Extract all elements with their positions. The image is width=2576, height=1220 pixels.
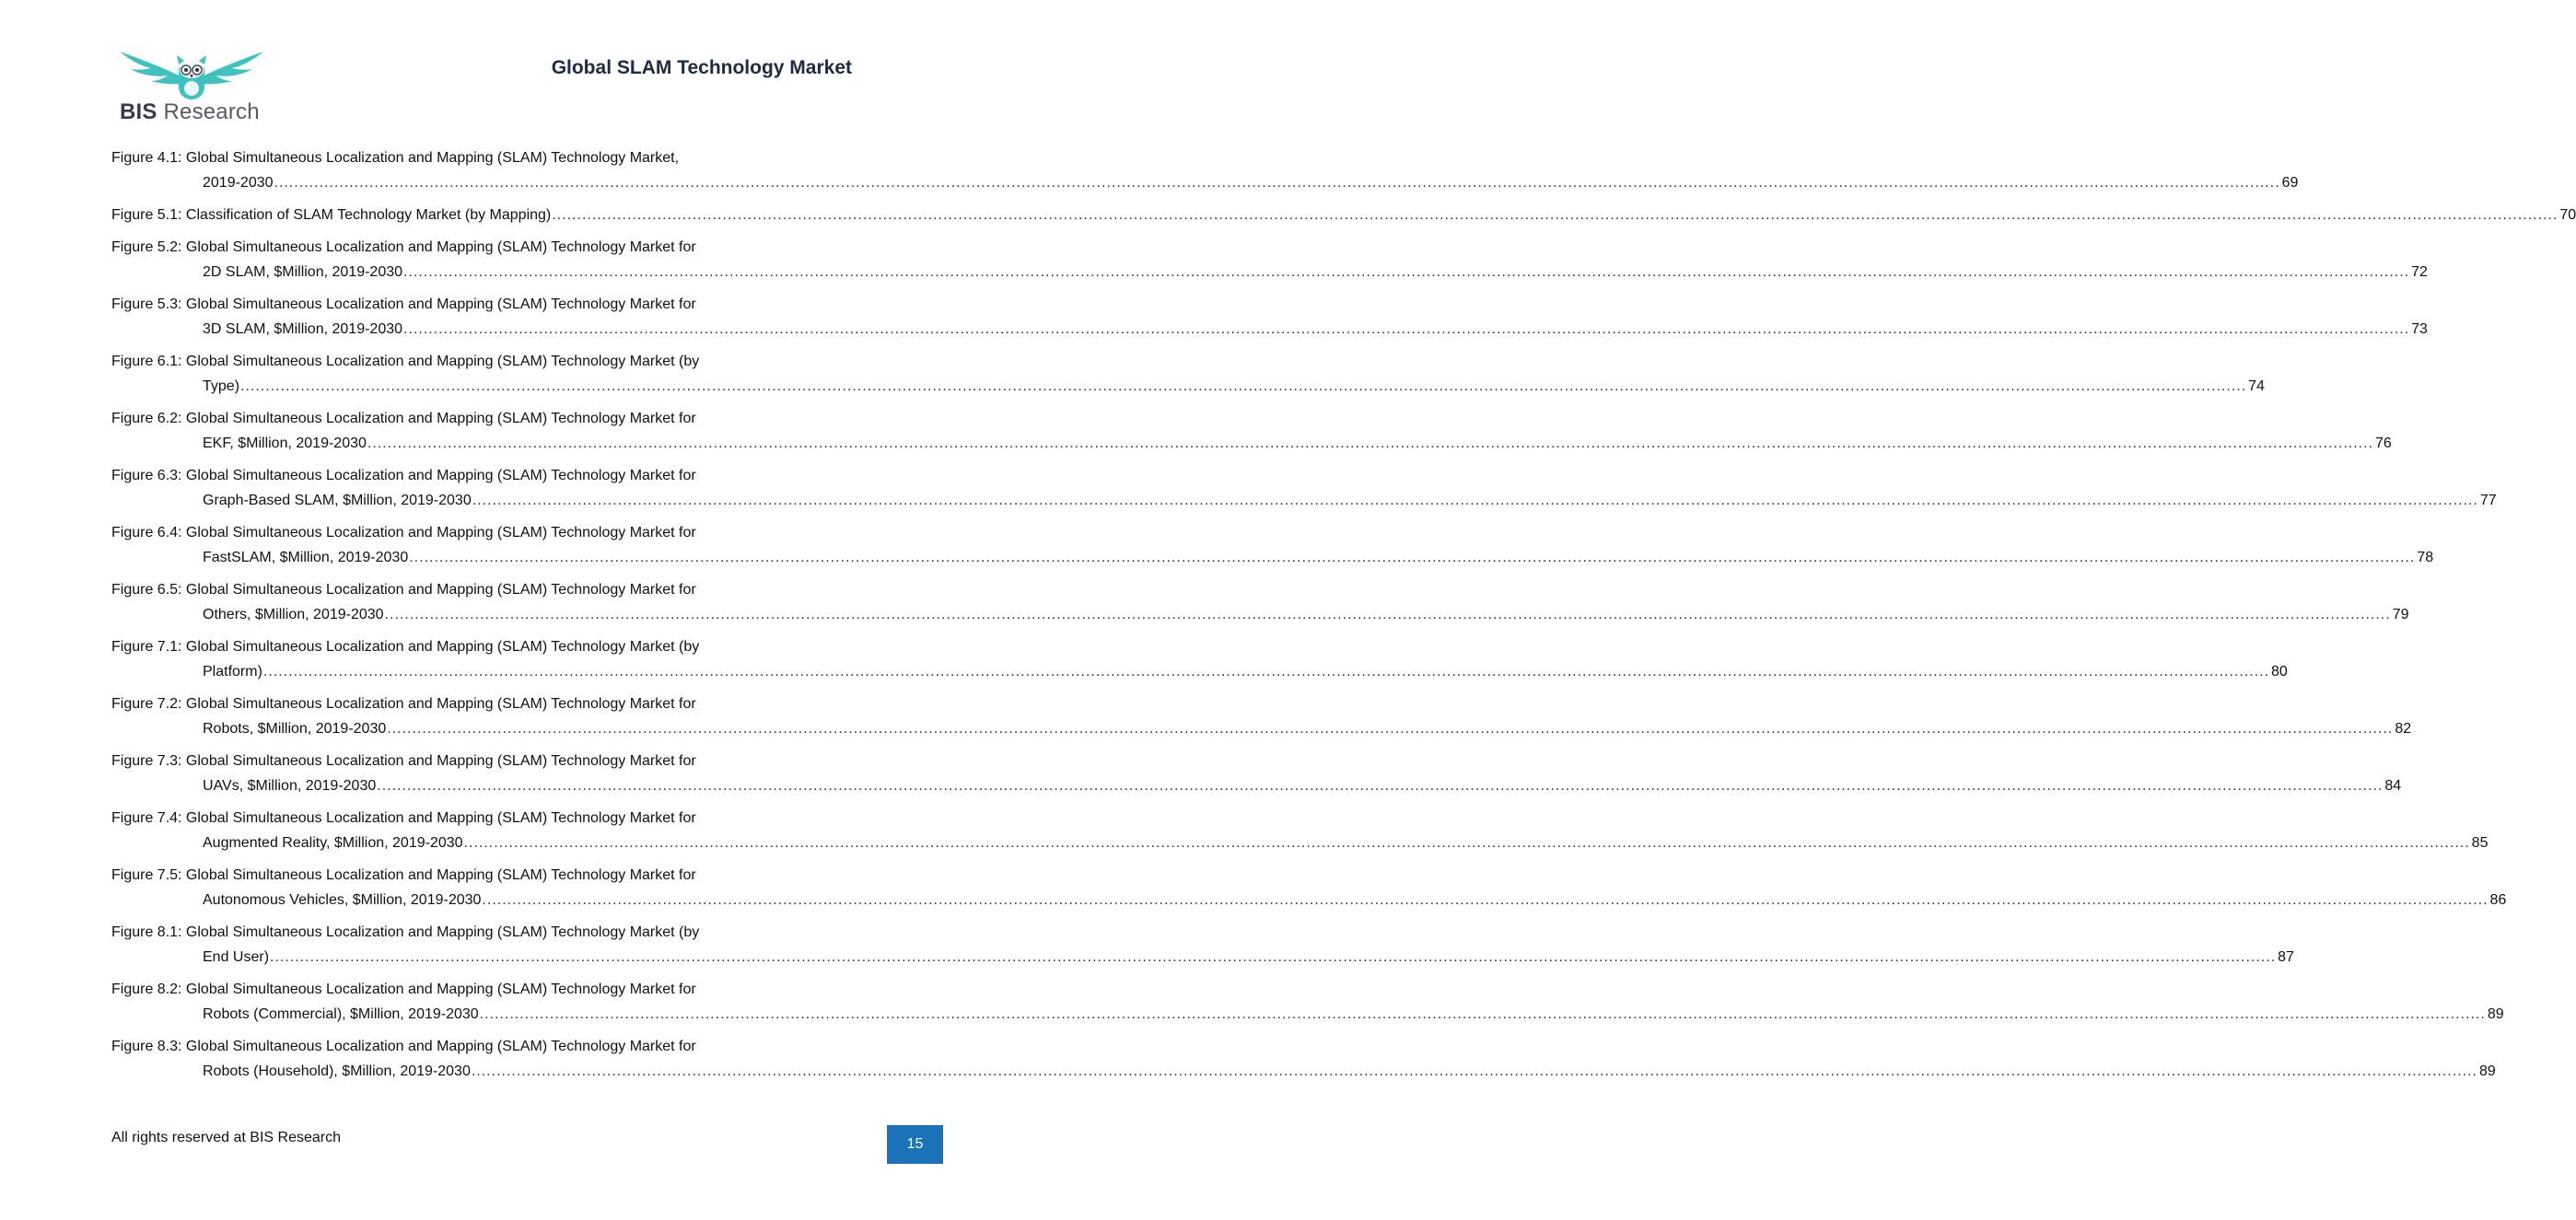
dot-leader: ................................................................................................................................................................................................................................................................................................................................................................................................................ xyxy=(270,949,2277,965)
toc-entry-title-continued: EKF, $Million, 2019-2030 xyxy=(203,436,367,451)
bis-research-logo xyxy=(118,44,265,127)
dot-leader: ................................................................................................................................................................................................................................................................................................................................................................................................................ xyxy=(403,321,2410,337)
toc-entry-continuation xyxy=(111,1002,2504,1027)
toc-entry-continuation xyxy=(111,602,2409,627)
toc-entry[interactable] xyxy=(111,577,2409,627)
toc-entry[interactable] xyxy=(111,920,2294,970)
dot-leader: ................................................................................................................................................................................................................................................................................................................................................................................................................ xyxy=(463,835,2470,851)
toc-page-number: 74 xyxy=(2248,378,2265,394)
toc-entry[interactable] xyxy=(111,349,2265,399)
dot-leader: ................................................................................................................................................................................................................................................................................................................................................................................................................ xyxy=(403,264,2410,280)
dot-leader: ................................................................................................................................................................................................................................................................................................................................................................................................................ xyxy=(482,892,2489,908)
toc-entry[interactable] xyxy=(111,749,2402,798)
toc-entry[interactable] xyxy=(111,977,2504,1027)
logo-light-text: Research xyxy=(163,99,260,124)
toc-entry-title-continued: 2019-2030 xyxy=(203,175,274,191)
toc-entry-continuation xyxy=(111,317,2428,342)
toc-page-number: 82 xyxy=(2395,721,2412,737)
toc-entry-continuation xyxy=(111,945,2294,970)
toc-entry-title: Figure 7.3: Global Simultaneous Localization and Mapping (SLAM) Technology Market for xyxy=(111,753,696,769)
toc-entry-continuation xyxy=(111,716,2412,741)
toc-entry-title-continued: Robots (Commercial), $Million, 2019-2030 xyxy=(203,1006,479,1022)
toc-entry-title: Figure 6.5: Global Simultaneous Localization and Mapping (SLAM) Technology Market for xyxy=(111,582,696,598)
toc-page-number: 84 xyxy=(2384,778,2402,794)
dot-leader: ................................................................................................................................................................................................................................................................................................................................................................................................................ xyxy=(472,493,2478,508)
toc-page-number: 73 xyxy=(2411,321,2428,337)
toc-entry[interactable] xyxy=(111,520,2434,570)
toc-page-number: 69 xyxy=(2281,175,2299,191)
toc-entry-title: Figure 7.2: Global Simultaneous Localization and Mapping (SLAM) Technology Market for xyxy=(111,696,696,712)
owl-logo-icon xyxy=(118,44,265,101)
toc-page-number: 77 xyxy=(2479,493,2497,508)
toc-entry-title-continued: Robots, $Million, 2019-2030 xyxy=(203,721,387,737)
toc-page-number: 72 xyxy=(2411,264,2428,280)
logo-wordmark xyxy=(120,99,260,125)
toc-entry-title: Figure 5.2: Global Simultaneous Localization and Mapping (SLAM) Technology Market for xyxy=(111,239,696,255)
toc-entry-title-continued: UAVs, $Million, 2019-2030 xyxy=(203,778,377,794)
toc-page-number: 89 xyxy=(2487,1006,2504,1022)
footer-rights: All rights reserved at BIS Research xyxy=(111,1130,341,1145)
toc-entry[interactable] xyxy=(111,806,2489,855)
dot-leader: ................................................................................................................................................................................................................................................................................................................................................................................................................ xyxy=(471,1063,2477,1079)
toc-entry[interactable] xyxy=(111,145,2299,195)
document-title: Global SLAM Technology Market xyxy=(551,57,852,78)
toc-entry-continuation xyxy=(111,773,2402,798)
toc-entry-title-continued: Augmented Reality, $Million, 2019-2030 xyxy=(203,835,463,851)
toc-entry-title: Figure 5.3: Global Simultaneous Localization and Mapping (SLAM) Technology Market for xyxy=(111,296,696,312)
toc-entry-continuation xyxy=(111,888,2507,912)
dot-leader: ................................................................................................................................................................................................................................................................................................................................................................................................................ xyxy=(384,607,2391,622)
toc-page-number: 86 xyxy=(2489,892,2507,908)
dot-leader: ................................................................................................................................................................................................................................................................................................................................................................................................................ xyxy=(552,207,2559,223)
toc-page-number: 78 xyxy=(2417,550,2434,565)
toc-entry-continuation xyxy=(111,831,2489,855)
toc-entry-title-continued: End User) xyxy=(203,949,270,965)
toc-entry-title-continued: Robots (Household), $Million, 2019-2030 xyxy=(203,1063,471,1079)
table-of-figures xyxy=(111,145,2576,1091)
toc-page-number: 85 xyxy=(2471,835,2489,851)
toc-entry-title-continued: Autonomous Vehicles, $Million, 2019-2030 xyxy=(203,892,482,908)
toc-entry-title: Figure 4.1: Global Simultaneous Localization and Mapping (SLAM) Technology Market, xyxy=(111,150,680,166)
toc-entry[interactable] xyxy=(111,406,2392,456)
dot-leader: ................................................................................................................................................................................................................................................................................................................................................................................................................ xyxy=(240,378,2247,394)
toc-entry-title: Figure 5.1: Classification of SLAM Technology Market (by Mapping) xyxy=(111,207,552,223)
toc-entry-continuation xyxy=(111,1059,2496,1084)
toc-entry[interactable] xyxy=(111,203,2576,227)
toc-entry-title-continued: Graph-Based SLAM, $Million, 2019-2030 xyxy=(203,493,472,508)
dot-leader: ................................................................................................................................................................................................................................................................................................................................................................................................................ xyxy=(479,1006,2486,1022)
toc-page-number: 76 xyxy=(2375,436,2392,451)
toc-entry[interactable] xyxy=(111,863,2507,912)
toc-entry-title-continued: FastSLAM, $Million, 2019-2030 xyxy=(203,550,409,565)
dot-leader: ................................................................................................................................................................................................................................................................................................................................................................................................................ xyxy=(262,664,2270,680)
dot-leader: ................................................................................................................................................................................................................................................................................................................................................................................................................ xyxy=(367,436,2374,451)
page-number-badge: 15 xyxy=(887,1125,943,1164)
toc-entry[interactable] xyxy=(111,1034,2496,1084)
toc-entry-title: Figure 6.4: Global Simultaneous Localization and Mapping (SLAM) Technology Market for xyxy=(111,525,696,540)
toc-page-number: 80 xyxy=(2271,664,2288,680)
toc-entry-title: Figure 7.4: Global Simultaneous Localization and Mapping (SLAM) Technology Market for xyxy=(111,810,696,826)
toc-page-number: 79 xyxy=(2392,607,2409,622)
dot-leader: ................................................................................................................................................................................................................................................................................................................................................................................................................ xyxy=(387,721,2394,737)
toc-entry-title: Figure 6.3: Global Simultaneous Localization and Mapping (SLAM) Technology Market for xyxy=(111,468,696,483)
dot-leader: ................................................................................................................................................................................................................................................................................................................................................................................................................ xyxy=(409,550,2416,565)
toc-entry-title: Figure 8.2: Global Simultaneous Localization and Mapping (SLAM) Technology Market for xyxy=(111,982,696,997)
toc-entry-title: Figure 6.1: Global Simultaneous Localization and Mapping (SLAM) Technology Market (by xyxy=(111,354,700,369)
toc-entry-continuation xyxy=(111,374,2265,399)
toc-page-number: 89 xyxy=(2478,1063,2496,1079)
toc-entry-continuation xyxy=(111,170,2299,195)
toc-entry[interactable] xyxy=(111,634,2288,684)
toc-entry-title: Figure 6.2: Global Simultaneous Localization and Mapping (SLAM) Technology Market for xyxy=(111,411,696,426)
toc-entry-title-continued: Platform) xyxy=(203,664,262,680)
toc-entry[interactable] xyxy=(111,691,2412,741)
toc-entry-continuation xyxy=(111,488,2497,513)
toc-entry-title-continued: 2D SLAM, $Million, 2019-2030 xyxy=(203,264,403,280)
toc-entry[interactable] xyxy=(111,235,2428,285)
toc-entry-continuation xyxy=(111,431,2392,456)
toc-entry-title-continued: Type) xyxy=(203,378,240,394)
toc-page-number: 70 xyxy=(2559,207,2576,223)
logo-bold-text: BIS xyxy=(120,99,157,124)
toc-entry-title: Figure 8.3: Global Simultaneous Localization and Mapping (SLAM) Technology Market for xyxy=(111,1039,696,1054)
toc-entry-title-continued: Others, $Million, 2019-2030 xyxy=(203,607,384,622)
dot-leader: ................................................................................................................................................................................................................................................................................................................................................................................................................ xyxy=(377,778,2384,794)
dot-leader: ................................................................................................................................................................................................................................................................................................................................................................................................................ xyxy=(274,175,2280,191)
toc-entry-title: Figure 8.1: Global Simultaneous Localization and Mapping (SLAM) Technology Market (by xyxy=(111,924,700,940)
toc-entry[interactable] xyxy=(111,463,2497,513)
toc-entry-continuation xyxy=(111,545,2434,570)
toc-entry-row xyxy=(111,203,2576,227)
toc-page-number: 87 xyxy=(2278,949,2294,965)
toc-entry-continuation xyxy=(111,260,2428,285)
toc-entry[interactable] xyxy=(111,292,2428,342)
toc-entry-title: Figure 7.5: Global Simultaneous Localization and Mapping (SLAM) Technology Market for xyxy=(111,867,696,883)
toc-entry-continuation xyxy=(111,659,2288,684)
toc-entry-title-continued: 3D SLAM, $Million, 2019-2030 xyxy=(203,321,403,337)
toc-entry-title: Figure 7.1: Global Simultaneous Localization and Mapping (SLAM) Technology Market (by xyxy=(111,639,700,655)
